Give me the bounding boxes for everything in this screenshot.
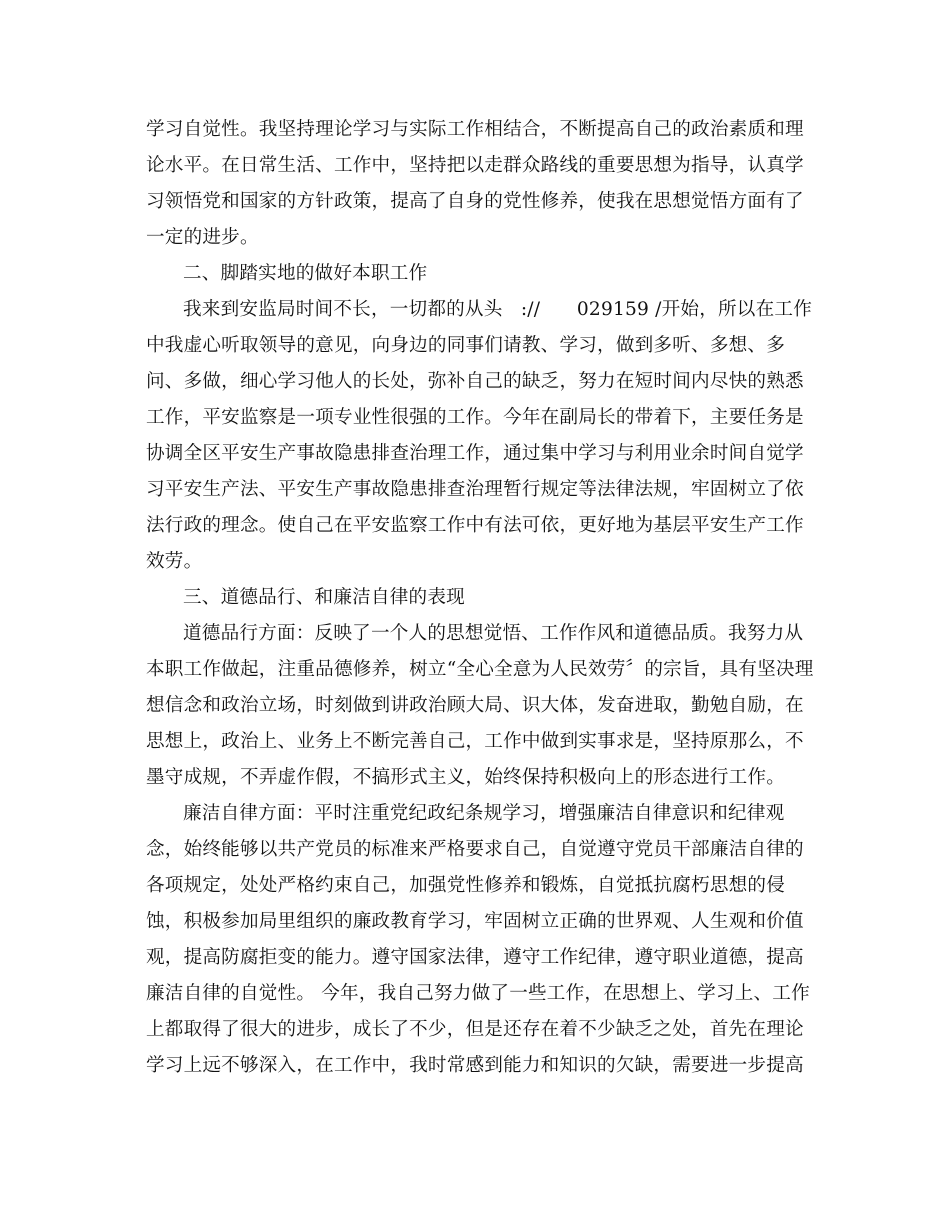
text-line: 习领悟党和国家的方针政策，提高了自身的党性修养，使我在思想觉悟方面有了 (146, 191, 804, 212)
text-line: 问、多做，细心学习他人的长处，弥补自己的缺乏，努力在短时间内尽快的熟悉 (146, 371, 804, 392)
text-line: 墨守成规，不弄虚作假，不搞形式主义，始终保持积极向上的形态进行工作。 (146, 767, 785, 788)
text-line: 法行政的理念。使自己在平安监察工作中有法可依，更好地为基层平安生产工作 (146, 515, 804, 536)
text-line: 工作，平安监察是一项专业性很强的工作。今年在副局长的带着下，主要任务是 (146, 407, 804, 428)
text-line: 中我虚心听取领导的意见，向身边的同事们请教、学习，做到多听、多想、多 (146, 335, 785, 356)
text-line: 协调全区平安生产事故隐患排查治理工作，通过集中学习与利用业余时间自觉学 (146, 443, 804, 464)
text-line: 上都取得了很大的进步，成长了不少，但是还存在着不少缺乏之处，首先在理论 (146, 1019, 804, 1040)
text-line: 廉洁自律方面：平时注重党纪政纪条规学习，增强廉洁自律意识和纪律观 (183, 803, 785, 824)
text-line: 各项规定，处处严格约束自己，加强党性修养和锻炼，自觉抵抗腐朽思想的侵 (146, 875, 785, 896)
text-line: 蚀，积极参加局里组织的廉政教育学习，牢固树立正确的世界观、人生观和价值 (146, 911, 804, 932)
text-line: 想信念和政治立场，时刻做到讲政治顾大局、识大体，发奋进取，勤勉自励，在 (146, 695, 804, 716)
text-line: 一定的进步。 (146, 227, 259, 248)
text-line: 道德品行方面：反映了一个人的思想觉悟、工作作风和道德品质。我努力从 (183, 623, 804, 644)
text-line: 廉洁自律的自觉性。 今年，我自己努力做了一些工作，在思想上、学习上、工作 (146, 983, 810, 1004)
text-line: 学习上远不够深入，在工作中，我时常感到能力和知识的欠缺，需要进一步提高 (146, 1055, 804, 1076)
text-line: 我来到安监局时间不长，一切都的从头 :// 029159 /开始，所以在工作 (183, 299, 812, 320)
section-heading: 二、脚踏实地的做好本职工作 (183, 263, 428, 284)
text-line: 念，始终能够以共产党员的标准来严格要求自己，自觉遵守党员干部廉洁自律的 (146, 839, 804, 860)
text-line: 论水平。在日常生活、工作中，坚持把以走群众路线的重要思想为指导，认真学 (146, 155, 804, 176)
text-line: 效劳。 (146, 551, 203, 572)
text-line: 习平安生产法、平安生产事故隐患排查治理暂行规定等法律法规，牢固树立了依 (146, 479, 804, 500)
text-line: 本职工作做起，注重品德修养，树立“全心全意为人民效劳〞的宗旨，具有坚决理 (146, 659, 814, 680)
text-line: 思想上，政治上、业务上不断完善自己，工作中做到实事求是，坚持原那么，不 (146, 731, 804, 752)
section-heading: 三、道德品行、和廉洁自律的表现 (183, 587, 465, 608)
text-line: 观，提高防腐拒变的能力。遵守国家法律，遵守工作纪律，遵守职业道德，提高 (146, 947, 804, 968)
text-line: 学习自觉性。我坚持理论学习与实际工作相结合，不断提高自己的政治素质和理 (146, 119, 804, 140)
